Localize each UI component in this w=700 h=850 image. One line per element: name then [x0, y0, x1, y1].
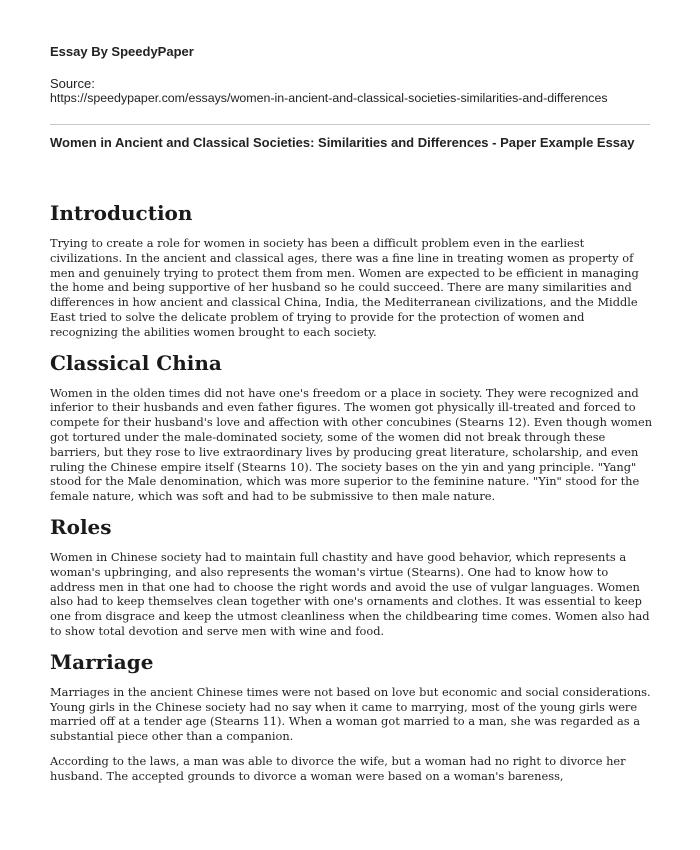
- brand-label: Essay By SpeedyPaper: [50, 44, 194, 59]
- section-heading-marriage: Marriage: [50, 649, 154, 674]
- header-divider: [50, 124, 650, 125]
- source-url: https://speedypaper.com/essays/women-in-ancient-and-classical-societies-similarities-and-differences: [50, 91, 608, 105]
- section-heading-roles: Roles: [50, 514, 112, 539]
- paragraph: Trying to create a role for women in society has been a difficult problem even in the earliest civilizations. In the ancient and classical ages, there was a fine line in treating women as property of men and genuinely trying to protect them from men. Women are expected to be efficient in managing the home and being supportive of her husband so he could succeed. There are many similarities and differences in how ancient and classical China, India, the Mediterranean civilizations, and the Middle East tried to solve the delicate problem of trying to provide for the protection of women and recognizing the abilities women brought to each society.: [50, 236, 639, 339]
- document-body: [50, 200, 653, 794]
- source-label: Source:: [50, 76, 95, 91]
- section-heading-introduction: Introduction: [50, 201, 193, 225]
- paragraph: Women in Chinese society had to maintain full chastity and have good behavior, which represents a woman's upbringing, and also represents the woman's virtue (Stearns). One had to know how to address men in that one had to choose the right words and avoid the use of vulgar languages. Women also had to keep themselves clean together with one's ornaments and clothes. It was essential to keep one from disgrace and keep the utmost cleanliness when the childbearing time comes. Women also had to show total devotion and serve men with wine and food.: [50, 549, 650, 638]
- section-heading-classical-china: Classical China: [50, 350, 222, 375]
- paragraph: Women in the olden times did not have one's freedom or a place in society. They were recognized and inferior to their husbands and even father figures. The women got physically ill-treated and forced to compete for their husband's love and affection with other concubines (Stearns 12). Even though women got tortured under the male-dominated society, some of the women did not break through these barriers, but they rose to live extraordinary lives by producing great literature, scholarship, and even ruling the Chinese empire itself (Stearns 10). The society bases on the yin and yang principle. "Yang" stood for the Male denomination, which was more superior to the feminine nature. "Yin" stood for the female nature, which was soft and had to be submissive to then male nature.: [50, 385, 653, 504]
- document-title: Women in Ancient and Classical Societies: Similarities and Differences - Paper Example Essay: [50, 135, 635, 150]
- paragraph: Marriages in the ancient Chinese times were not based on love but economic and social considerations. Young girls in the Chinese society had no say when it came to marrying, most of the young girls were married off at a tender age (Stearns 11). When a woman got married to a man, she was regarded as a substantial piece other than a companion.: [50, 684, 651, 744]
- paragraph: According to the laws, a man was able to divorce the wife, but a woman had no right to divorce her husband. The accepted grounds to divorce a woman were based on a woman's bareness,: [50, 753, 626, 783]
